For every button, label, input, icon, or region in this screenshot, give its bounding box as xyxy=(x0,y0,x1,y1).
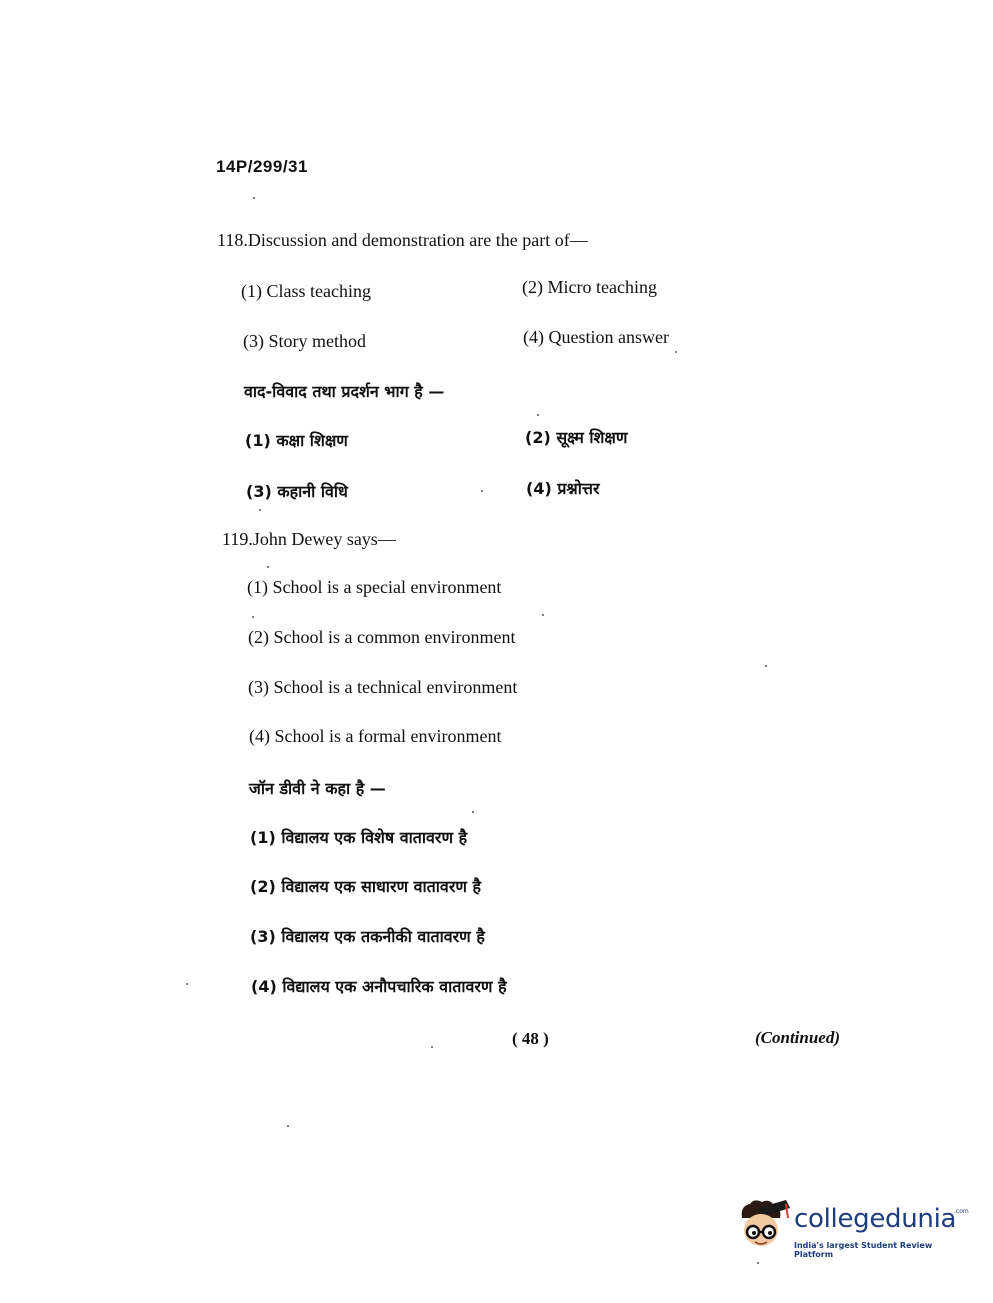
paper-code: 14P/299/31 xyxy=(216,157,308,176)
continued-label: (Continued) xyxy=(755,1028,841,1047)
question-119: 119.John Dewey says— xyxy=(222,529,396,549)
scan-speck xyxy=(542,614,544,616)
scan-speck xyxy=(267,566,269,568)
q119-option-2: (2) School is a common environment xyxy=(248,627,516,647)
scan-speck xyxy=(481,490,483,492)
brand-tagline: India's largest Student Review Platform xyxy=(794,1241,933,1259)
q118-option-3: (3) Story method xyxy=(243,331,366,351)
scan-speck xyxy=(431,1046,433,1048)
q119-option-1: (1) School is a special environment xyxy=(247,577,502,597)
collegedunia-watermark xyxy=(736,1196,969,1259)
q119-hindi-option-1: (1) विद्यालय एक विशेष वातावरण है xyxy=(250,828,468,847)
page-number: ( 48 ) xyxy=(512,1029,549,1048)
scan-speck xyxy=(252,616,254,618)
scan-speck xyxy=(253,197,255,199)
scan-speck xyxy=(259,509,261,511)
q119-option-4: (4) School is a formal environment xyxy=(249,726,502,746)
q119-hindi-option-3: (3) विद्यालय एक तकनीकी वातावरण है xyxy=(250,927,485,946)
q118-hindi-option-2: (2) सूक्ष्म शिक्षण xyxy=(525,428,628,447)
q118-hindi-option-4: (4) प्रश्नोत्तर xyxy=(526,479,600,498)
q118-hindi-option-3: (3) कहानी विधि xyxy=(246,482,348,501)
q118-hindi-option-1: (1) कक्षा शिक्षण xyxy=(245,431,348,450)
mascot-icon xyxy=(736,1196,792,1254)
q119-option-3: (3) School is a technical environment xyxy=(248,677,518,697)
scan-speck xyxy=(675,351,677,353)
question-118-hindi: वाद-विवाद तथा प्रदर्शन भाग है — xyxy=(244,382,445,401)
q118-option-4: (4) Question answer xyxy=(523,327,669,347)
scan-speck xyxy=(765,665,767,667)
scan-speck xyxy=(186,983,188,985)
scan-speck xyxy=(287,1125,289,1127)
q118-option-2: (2) Micro teaching xyxy=(522,277,657,297)
scan-speck xyxy=(472,811,474,813)
q119-hindi-option-2: (2) विद्यालय एक साधारण वातावरण है xyxy=(250,877,482,896)
scan-speck xyxy=(757,1262,759,1264)
scan-speck xyxy=(537,414,539,416)
q119-hindi-option-4: (4) विद्यालय एक अनौपचारिक वातावरण है xyxy=(251,977,507,996)
question-119-hindi: जॉन डीवी ने कहा है — xyxy=(249,779,386,798)
brand-name: collegedunia xyxy=(794,1204,957,1234)
question-118: 118.Discussion and demonstration are the part of— xyxy=(217,230,588,250)
q118-option-1: (1) Class teaching xyxy=(241,281,371,301)
brand-domain: .com xyxy=(954,1208,969,1215)
